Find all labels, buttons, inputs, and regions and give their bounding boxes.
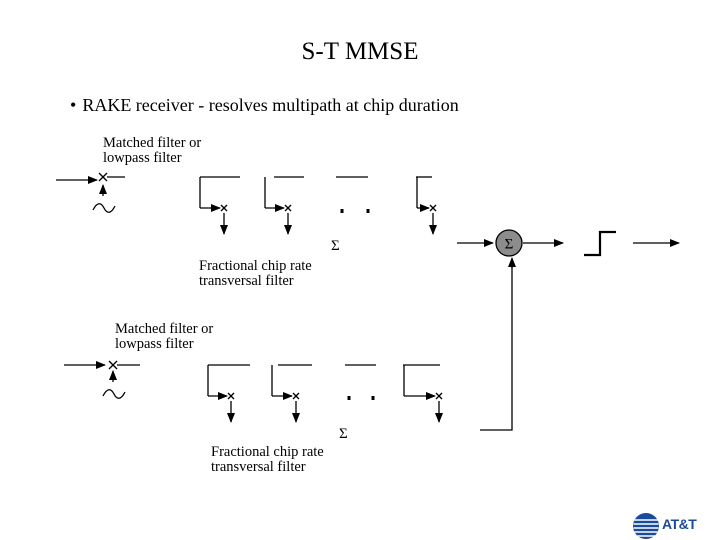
bullet-text: RAKE receiver - resolves multipath at chip duration (82, 95, 459, 115)
branch1-filter-label-line2: lowpass filter (103, 150, 182, 166)
branch1 (56, 173, 436, 234)
branch2-filter-label-line2: lowpass filter (115, 336, 194, 352)
branch2-transversal-label-line2: transversal filter (211, 459, 306, 475)
globe-icon (632, 512, 660, 540)
branch2-tap-2 (272, 365, 299, 422)
branch1-tap-1 (200, 177, 227, 234)
branch1-input-multiplier (99, 173, 107, 181)
branch2-ellipsis (349, 396, 373, 400)
bullet-marker: • (70, 95, 77, 115)
logo-text: AT&T (662, 516, 697, 532)
branch2-tap-3 (404, 365, 442, 422)
decision-device-step (584, 232, 616, 255)
branch2-oscillator-tilde (103, 390, 125, 399)
branch1-transversal-label-line2: transversal filter (199, 273, 294, 289)
branch1-filter-label-line1: Matched filter or (103, 135, 202, 151)
branch1-oscillator-tilde (93, 204, 115, 213)
company-logo (632, 512, 702, 540)
branch1-tap-2 (265, 177, 291, 234)
slide-title: S-T MMSE (301, 38, 419, 65)
branch1-ellipsis (342, 209, 368, 213)
branch2-to-combiner-line (480, 260, 512, 430)
branch2 (64, 361, 442, 422)
branch2-input-multiplier (109, 361, 117, 369)
combiner-sum-symbol: Σ (504, 236, 514, 253)
combiner (457, 232, 679, 430)
branch1-transversal-label-line1: Fractional chip rate (199, 258, 312, 274)
branch2-sum-symbol: Σ (339, 426, 348, 442)
branch2-filter-label-line1: Matched filter or (115, 321, 214, 337)
branch2-transversal-label-line1: Fractional chip rate (211, 444, 324, 460)
branch2-tap-1 (208, 365, 234, 422)
branch1-sum-symbol: Σ (331, 238, 340, 254)
branch1-tap-3 (417, 177, 436, 234)
